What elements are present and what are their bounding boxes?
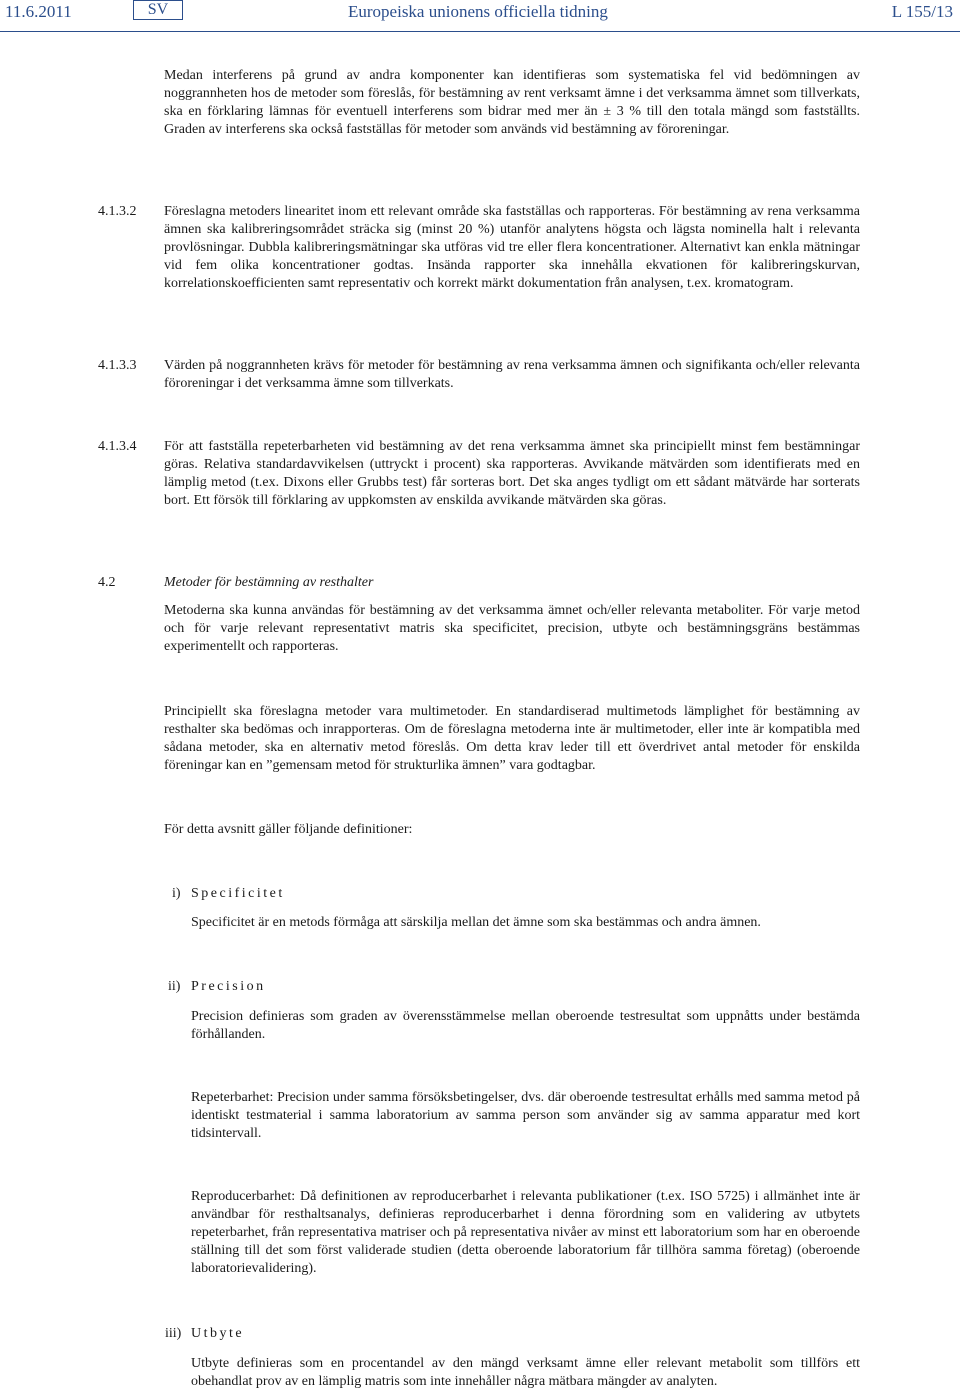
header-divider bbox=[0, 31, 960, 32]
definition-iii-term: Utbyte bbox=[191, 1326, 245, 1341]
definition-ii-reproducibility: Reproducerbarhet: Då definitionen av reproducerbarhet i relevanta publikationer (t.ex. ISO 5725) i allmänhet inte är användbar för resthaltsanalys, definieras reproducerbarhet i denna förordning som en validering av utbytets repeterbarhet, från representativa matriser och på representativa nivåer av minst ett laboratorium som har en oberoende ställning till det som först validerade studien (detta oberoende laboratorium får tillhöra samma företag) (oberoende laboratorievalidering). bbox=[191, 1189, 860, 1276]
definition-ii-label: ii) bbox=[168, 979, 181, 994]
section-4134-text: För att fastställa repeterbarheten vid bestämning av det rena verksamma ämnet ska principiellt minst fem bestämningar göras. Relativa standardavvikelsen (uttryckt i procent) ska rapporteras. Avvikande mätvärden som identifierats med en lämplig metod (t.ex. Dixons eller Grubbs test) får sorteras bort. Det ska anges tydligt om ett sådant mätvärde har sorterats bort. Ett försök till förklaring av uppkomsten av enskilda avvikande mätvärden ska göras. bbox=[164, 439, 860, 508]
section-4132-text: Föreslagna metoders linearitet inom ett relevant område ska fastställas och rapporteras. För bestämning av rena verksamma ämnen ska kalibreringsområdet sträcka sig (minst 20 %) utanför analytens högsta och lägsta nominella halt i relevanta provlösningar. Dubbla kalibreringsmätningar ska utföras vid tre eller flera koncentrationer. Alternativt kan enkla mätningar vid fem olika koncentrationer godtas. Insända rapporter ska innehålla ekvationen för kalibreringskurvan, korrelationskoefficienten samt representativ och korrekt märkt dokumentation från analysen, t.ex. kromatogram. bbox=[164, 204, 860, 291]
section-number-4133: 4.1.3.3 bbox=[98, 358, 137, 373]
section-42-paragraph-1: Metoderna ska kunna användas för bestämning av det verksamma ämnet och/eller relevanta metaboliter. För varje metod och för varje relevant representativt matris ska specificitet, precision, utbyte och bestämningsgräns bestämmas experimentellt och rapporteras. bbox=[164, 603, 860, 654]
intro-paragraph: Medan interferens på grund av andra komponenter kan identifieras som systematiska fel vid bedömningen av noggrannheten hos de metoder som föreslås, för bestämning av rent verksamt ämne i det verksamma ämnet som tillverkats, ska en förklaring lämnas för eventuell interferens som bidrar med mer än ± 3 % till den totala mängd som fastställts. Graden av interferens ska också fastställas för metoder som används vid bestämning av föroreningar. bbox=[164, 68, 860, 137]
definition-iii-text: Utbyte definieras som en procentandel av den mängd verksamt ämne eller relevant metabolit som tillförs ett obehandlat prov av en lämplig matris som inte innehåller några mätbara mängder av analyten. bbox=[191, 1356, 860, 1389]
page-header bbox=[0, 0, 960, 32]
section-42-title: Metoder för bestämning av resthalter bbox=[164, 575, 374, 590]
section-number-4132: 4.1.3.2 bbox=[98, 204, 137, 219]
header-date: 11.6.2011 bbox=[5, 2, 72, 21]
definition-i-label: i) bbox=[172, 886, 181, 901]
section-42-paragraph-2: Principiellt ska föreslagna metoder vara multimetoder. En standardiserad multimetods lämplighet för bestämning av resthalter ska bedömas och inrapporteras. Om de föreslagna metoderna inte är multimetoder, eller inte är kompatibla med sådana metoder, ska en alternativ metod föreslås. Om detta krav leder till ett överdrivet antal metoder för enskilda föreningar kan en ”gemensam metod för strukturlika ämnen” vara godtagbar. bbox=[164, 704, 860, 773]
page-reference: L 155/13 bbox=[891, 2, 953, 21]
definition-ii-text: Precision definieras som graden av överensstämmelse mellan oberoende testresultat som uppnåtts under bestämda förhållanden. bbox=[191, 1009, 860, 1042]
definitions-intro: För detta avsnitt gäller följande definitioner: bbox=[164, 822, 413, 837]
definition-ii-term: Precision bbox=[191, 979, 266, 994]
definition-i-text: Specificitet är en metods förmåga att särskilja mellan det ämne som ska bestämmas och andra ämnen. bbox=[191, 915, 761, 930]
definition-i-term: Specificitet bbox=[191, 886, 285, 901]
journal-title: Europeiska unionens officiella tidning bbox=[348, 2, 608, 21]
definition-iii-label: iii) bbox=[165, 1326, 182, 1341]
definition-ii-repeatability: Repeterbarhet: Precision under samma försöksbetingelser, dvs. där oberoende testresultat erhålls med samma metod på identiskt testmaterial i samma laboratorium av samma person som använder sig av samma apparatur med kort tidsintervall. bbox=[191, 1090, 860, 1141]
section-number-4134: 4.1.3.4 bbox=[98, 439, 137, 454]
section-number-42: 4.2 bbox=[98, 575, 116, 590]
language-badge: SV bbox=[133, 0, 183, 20]
section-4133-text: Värden på noggrannheten krävs för metoder för bestämning av rena verksamma ämnen och signifikanta och/eller relevanta föroreningar i det verksamma ämne som tillverkats. bbox=[164, 358, 860, 391]
